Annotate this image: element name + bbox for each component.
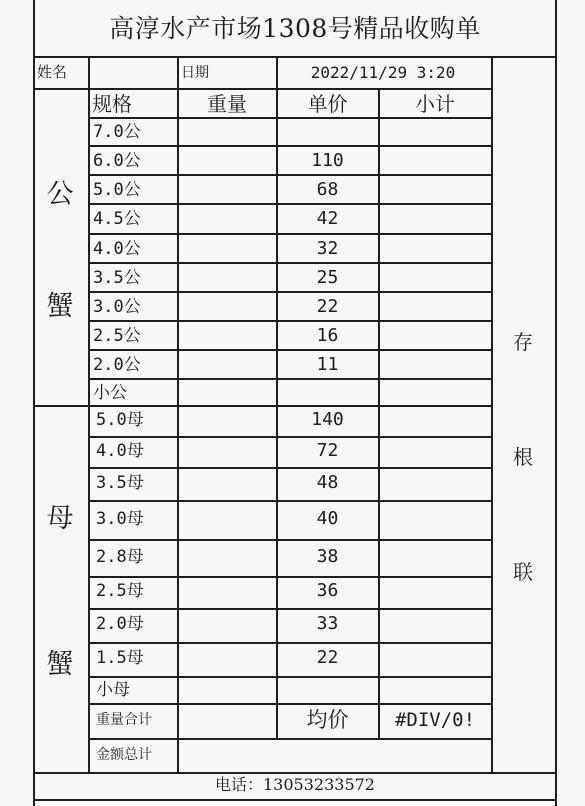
female-spec-cell: 2.0母 [96, 614, 144, 634]
rule-row [88, 576, 492, 578]
male-price-cell: 68 [316, 179, 339, 200]
male-price-cell: 11 [316, 354, 339, 375]
phone-footer: 电话：13053233572 [215, 775, 375, 794]
rule-row [88, 349, 492, 351]
column-header-unit-price: 单价 [307, 92, 348, 116]
stub-label-lian: 联 [513, 560, 533, 584]
stub-label-gen: 根 [513, 445, 533, 469]
female-spec-cell: 4.0母 [96, 441, 144, 461]
female-price-cell: 33 [316, 613, 339, 634]
amount-total-label: 金额总计 [96, 747, 152, 763]
rule-row [88, 378, 492, 380]
female-spec-cell: 小母 [96, 680, 130, 700]
male-spec-cell: 4.5公 [93, 209, 141, 229]
male-spec-cell: 小公 [93, 383, 127, 403]
rule-row [88, 203, 492, 205]
female-crab-label-top: 母 [46, 503, 74, 534]
rule-row [88, 608, 492, 610]
name-label: 姓名 [37, 63, 68, 81]
rule-row [88, 738, 492, 740]
rule-row [88, 500, 492, 502]
col-divider-stub [491, 57, 493, 773]
rule-row [88, 320, 492, 322]
rule-row [88, 539, 492, 541]
date-label: 日期 [181, 65, 209, 81]
rule-header-bottom [88, 117, 492, 119]
male-spec-cell: 2.0公 [93, 355, 141, 375]
average-price-label: 均价 [306, 708, 349, 732]
female-price-cell: 48 [316, 472, 339, 493]
rule-row [88, 262, 492, 264]
female-spec-cell: 3.5母 [96, 473, 144, 493]
male-crab-label-top: 公 [46, 179, 74, 210]
female-spec-cell: 2.8母 [96, 547, 144, 567]
female-crab-label-bottom: 蟹 [46, 649, 74, 680]
rule-row [88, 703, 492, 705]
male-crab-label-bottom: 蟹 [46, 291, 74, 322]
male-price-cell: 32 [316, 238, 339, 259]
weight-total-label: 重量合计 [96, 712, 152, 728]
average-price-value: #DIV/0! [394, 709, 476, 731]
male-price-cell: 110 [311, 150, 344, 171]
document-title: 高淳水产市场1308号精品收购单 [109, 14, 481, 43]
rule-title-bottom [33, 56, 556, 58]
rule-row [88, 291, 492, 293]
rule-row [88, 436, 492, 438]
male-price-cell: 25 [316, 267, 339, 288]
male-price-cell: 42 [316, 208, 339, 229]
rule-footer-bottom [33, 799, 556, 801]
male-price-cell: 22 [316, 296, 339, 317]
male-spec-cell: 2.5公 [93, 326, 141, 346]
rule-row [88, 467, 492, 469]
female-price-cell: 40 [316, 508, 339, 529]
male-spec-cell: 5.0公 [93, 180, 141, 200]
column-header-weight: 重量 [207, 92, 247, 116]
rule-section-divider [33, 405, 492, 407]
female-spec-cell: 1.5母 [96, 648, 144, 668]
male-spec-cell: 4.0公 [93, 239, 141, 259]
rule-info-bottom [33, 88, 492, 90]
male-price-cell: 16 [316, 325, 339, 346]
female-spec-cell: 3.0母 [96, 509, 144, 529]
female-spec-cell: 2.5母 [96, 581, 144, 601]
column-header-subtotal: 小计 [415, 92, 455, 116]
female-price-cell: 22 [316, 647, 339, 668]
female-price-cell: 36 [316, 580, 339, 601]
rule-row [88, 233, 492, 235]
rule-row [88, 642, 492, 644]
col-divider-spec [177, 57, 179, 773]
border-right [555, 0, 557, 806]
column-header-spec: 规格 [92, 92, 132, 116]
rule-footer-top [33, 772, 556, 774]
male-spec-cell: 3.5公 [93, 268, 141, 288]
female-price-cell: 140 [311, 409, 344, 430]
rule-row [88, 174, 492, 176]
female-spec-cell: 5.0母 [96, 410, 144, 430]
date-value: 2022/11/29 3:20 [310, 63, 456, 82]
male-spec-cell: 6.0公 [93, 151, 141, 171]
female-price-cell: 72 [316, 440, 339, 461]
male-spec-cell: 3.0公 [93, 297, 141, 317]
border-left [33, 0, 35, 806]
female-price-cell: 38 [316, 546, 339, 567]
rule-row [88, 145, 492, 147]
male-spec-cell: 7.0公 [93, 122, 141, 142]
stub-label-cun: 存 [513, 330, 533, 354]
rule-row [88, 676, 492, 678]
col-divider-price [378, 88, 380, 738]
